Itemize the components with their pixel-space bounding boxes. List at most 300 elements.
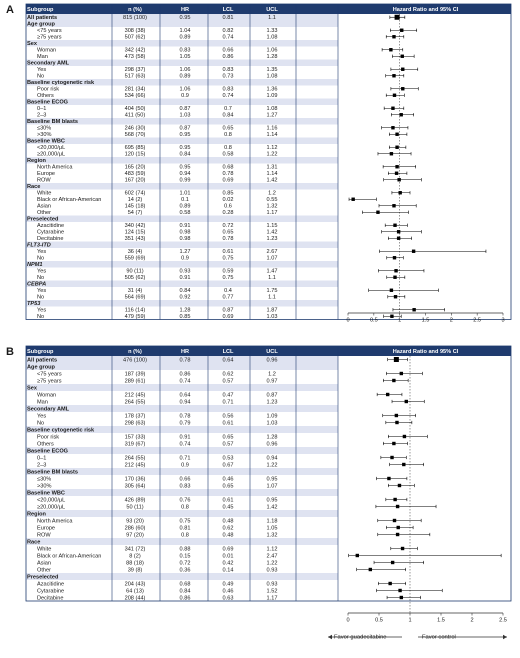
subgroup-label: Europe bbox=[37, 171, 56, 178]
ucl-value: 1.35 bbox=[266, 67, 278, 74]
hr-point bbox=[401, 68, 404, 71]
subgroup-heading: Race bbox=[27, 539, 41, 546]
table-row bbox=[26, 21, 338, 28]
n-percent-value: 264 (55) bbox=[124, 399, 146, 406]
hr-point bbox=[395, 172, 398, 175]
hr-value: 0.76 bbox=[179, 497, 191, 504]
n-percent-value: 319 (67) bbox=[124, 441, 146, 448]
table-row bbox=[26, 157, 338, 164]
subgroup-label: Man bbox=[37, 54, 48, 61]
hr-point bbox=[395, 414, 398, 417]
ucl-value: 1.33 bbox=[266, 28, 278, 35]
lcl-value: 0.65 bbox=[222, 434, 234, 441]
subgroup-label: <75 years bbox=[37, 371, 62, 378]
x-tick-label: 1.5 bbox=[437, 617, 445, 624]
subgroup-heading: Secondary AML bbox=[27, 406, 70, 413]
n-percent-value: 815 (100) bbox=[123, 15, 147, 22]
lcl-value: 0.78 bbox=[222, 236, 234, 243]
subgroup-label: No bbox=[37, 255, 45, 262]
n-percent-value: 340 (42) bbox=[124, 223, 146, 230]
subgroup-label: ROW bbox=[37, 532, 51, 539]
hr-point bbox=[401, 55, 404, 58]
hr-point bbox=[400, 29, 403, 32]
subgroup-label: All patients bbox=[27, 357, 58, 364]
subgroup-label: Yes bbox=[37, 307, 47, 314]
lcl-value: 0.56 bbox=[222, 413, 234, 420]
n-percent-value: 50 (11) bbox=[126, 504, 144, 511]
ucl-value: 0.93 bbox=[266, 567, 278, 574]
x-tick-label: 1 bbox=[398, 317, 402, 324]
subgroup-label: Cytarabine bbox=[37, 229, 65, 236]
n-percent-value: 505 (62) bbox=[124, 275, 146, 282]
subgroup-heading: Baseline ECOG bbox=[27, 99, 69, 106]
ucl-value: 0.97 bbox=[266, 378, 278, 385]
hr-point bbox=[393, 256, 396, 259]
table-row bbox=[26, 242, 338, 249]
subgroup-label: Woman bbox=[37, 392, 57, 399]
hr-point bbox=[395, 133, 398, 136]
ucl-value: 1.12 bbox=[266, 145, 278, 152]
lcl-value: 0.58 bbox=[222, 151, 234, 158]
n-percent-value: 342 (42) bbox=[124, 47, 146, 54]
hr-point bbox=[392, 442, 395, 445]
hr-point bbox=[402, 463, 405, 466]
hr-point bbox=[394, 269, 397, 272]
subgroup-label: No bbox=[37, 73, 45, 80]
subgroup-heading: Secondary AML bbox=[27, 60, 70, 67]
hr-point bbox=[392, 204, 395, 207]
x-tick-label: 3 bbox=[501, 317, 505, 324]
column-header: UCL bbox=[266, 6, 278, 13]
ucl-value: 1.09 bbox=[266, 93, 278, 100]
n-percent-value: 264 (55) bbox=[124, 455, 146, 462]
lcl-value: 0.46 bbox=[222, 476, 234, 483]
hr-value: 0.58 bbox=[179, 210, 191, 217]
n-percent-value: 93 (20) bbox=[126, 518, 144, 525]
column-header: LCL bbox=[222, 6, 234, 13]
table-row bbox=[26, 363, 338, 370]
lcl-value: 0.72 bbox=[222, 223, 234, 230]
hr-point bbox=[398, 191, 401, 194]
hr-value: 0.84 bbox=[179, 288, 191, 295]
ucl-value: 2.47 bbox=[266, 553, 278, 560]
hr-point bbox=[403, 435, 406, 438]
lcl-value: 0.75 bbox=[222, 275, 234, 282]
hr-point bbox=[393, 519, 396, 522]
n-percent-value: 351 (43) bbox=[124, 236, 146, 243]
lcl-value: 0.61 bbox=[222, 497, 234, 504]
n-percent-value: 404 (50) bbox=[124, 106, 146, 113]
ucl-value: 1.75 bbox=[266, 288, 278, 295]
subgroup-label: 0–1 bbox=[37, 106, 47, 113]
subgroup-heading: Region bbox=[27, 511, 46, 518]
ucl-value: 0.96 bbox=[266, 357, 278, 364]
ucl-value: 1.14 bbox=[266, 132, 278, 139]
ucl-value: 1.18 bbox=[266, 518, 278, 525]
lcl-value: 0.01 bbox=[222, 553, 234, 560]
panel-label: B bbox=[6, 345, 14, 358]
n-percent-value: 157 (33) bbox=[124, 434, 146, 441]
column-header: Hazard Ratio and 95% CI bbox=[392, 348, 459, 355]
hr-value: 0.15 bbox=[179, 553, 191, 560]
hr-value: 0.94 bbox=[179, 171, 191, 178]
hr-value: 0.71 bbox=[179, 455, 191, 462]
lcl-value: 0.81 bbox=[222, 15, 234, 22]
hr-point bbox=[394, 357, 399, 362]
subgroup-label: Black or African-American bbox=[37, 197, 102, 204]
x-tick-label: 0.5 bbox=[375, 617, 383, 624]
lcl-value: 0.02 bbox=[222, 197, 234, 204]
n-percent-value: 212 (45) bbox=[124, 462, 146, 469]
lcl-value: 0.66 bbox=[222, 47, 234, 54]
hr-point bbox=[393, 224, 396, 227]
hr-point bbox=[396, 505, 399, 508]
ucl-value: 1.42 bbox=[266, 229, 278, 236]
column-header: n (%) bbox=[128, 6, 142, 13]
subgroup-label: North America bbox=[37, 164, 73, 171]
lcl-value: 0.64 bbox=[222, 357, 234, 364]
ucl-value: 0.93 bbox=[266, 581, 278, 588]
n-percent-value: 305 (64) bbox=[124, 483, 146, 490]
x-tick-label: 0 bbox=[346, 317, 350, 324]
hr-value: 0.83 bbox=[179, 483, 191, 490]
lcl-value: 0.69 bbox=[222, 546, 234, 553]
subgroup-heading: FLT3-ITD bbox=[27, 242, 51, 249]
x-tick-label: 0 bbox=[346, 617, 350, 624]
n-percent-value: 289 (61) bbox=[124, 378, 146, 385]
ucl-value: 1.32 bbox=[266, 532, 278, 539]
hr-point bbox=[390, 289, 393, 292]
hr-value: 0.95 bbox=[179, 132, 191, 139]
table-row bbox=[26, 281, 338, 288]
ucl-value: 1.52 bbox=[266, 588, 278, 595]
lcl-value: 0.82 bbox=[222, 28, 234, 35]
n-percent-value: 170 (36) bbox=[124, 476, 146, 483]
table-row bbox=[26, 40, 338, 47]
n-percent-value: 90 (11) bbox=[126, 268, 144, 275]
hr-value: 0.85 bbox=[179, 314, 191, 321]
hr-value: 1.06 bbox=[179, 86, 191, 93]
lcl-value: 0.61 bbox=[222, 420, 234, 427]
subgroup-label: No bbox=[37, 294, 45, 301]
hr-point bbox=[351, 198, 354, 201]
lcl-value: 0.83 bbox=[222, 86, 234, 93]
subgroup-label: Decitabine bbox=[37, 595, 64, 602]
lcl-value: 0.47 bbox=[222, 392, 234, 399]
hr-value: 0.75 bbox=[179, 518, 191, 525]
lcl-value: 0.73 bbox=[222, 73, 234, 80]
hr-value: 1.03 bbox=[179, 112, 191, 119]
n-percent-value: 298 (37) bbox=[124, 67, 146, 74]
lcl-value: 0.69 bbox=[222, 314, 234, 321]
table-row bbox=[26, 384, 338, 391]
hr-point bbox=[393, 276, 396, 279]
table-row bbox=[26, 216, 338, 223]
lcl-value: 0.63 bbox=[222, 595, 234, 602]
ucl-value: 0.95 bbox=[266, 497, 278, 504]
subgroup-label: >30% bbox=[37, 483, 52, 490]
hr-point bbox=[386, 393, 389, 396]
subgroup-label: ≥20,000/μL bbox=[37, 504, 66, 511]
hr-point bbox=[390, 315, 393, 318]
table-row bbox=[26, 261, 338, 268]
lcl-value: 0.65 bbox=[222, 125, 234, 132]
ucl-value: 1.42 bbox=[266, 504, 278, 511]
subgroup-label: 2–3 bbox=[37, 112, 47, 119]
ucl-value: 1.03 bbox=[266, 420, 278, 427]
hr-value: 0.93 bbox=[179, 268, 191, 275]
column-header: Subgroup bbox=[27, 348, 54, 355]
column-header: LCL bbox=[222, 348, 234, 355]
hr-point bbox=[392, 379, 395, 382]
hr-point bbox=[390, 152, 393, 155]
lcl-value: 0.6 bbox=[224, 203, 232, 210]
table-row bbox=[26, 538, 338, 545]
panel-label: A bbox=[6, 3, 14, 16]
ucl-value: 2.67 bbox=[266, 249, 278, 256]
lcl-value: 0.78 bbox=[222, 171, 234, 178]
n-percent-value: 14 (2) bbox=[127, 197, 143, 204]
hr-point bbox=[398, 589, 401, 592]
hr-point bbox=[401, 547, 404, 550]
favor-right-arrowhead bbox=[503, 635, 507, 639]
hr-value: 0.91 bbox=[179, 275, 191, 282]
hr-point bbox=[389, 48, 392, 51]
hr-point bbox=[396, 533, 399, 536]
hr-point bbox=[392, 74, 395, 77]
table-row bbox=[26, 60, 338, 67]
lcl-value: 0.48 bbox=[222, 518, 234, 525]
lcl-value: 0.75 bbox=[222, 255, 234, 262]
ucl-value: 1.1 bbox=[268, 294, 276, 301]
subgroup-label: Asian bbox=[37, 560, 51, 567]
subgroup-label: Cytarabine bbox=[37, 588, 65, 595]
hr-point bbox=[392, 35, 395, 38]
subgroup-heading: Preselected bbox=[27, 574, 59, 581]
lcl-value: 0.65 bbox=[222, 483, 234, 490]
ucl-value: 1.05 bbox=[266, 525, 278, 532]
hr-value: 0.89 bbox=[179, 203, 191, 210]
hr-value: 0.95 bbox=[179, 164, 191, 171]
hr-value: 0.89 bbox=[179, 73, 191, 80]
n-percent-value: 568 (70) bbox=[124, 132, 146, 139]
ucl-value: 1.07 bbox=[266, 255, 278, 262]
lcl-value: 0.8 bbox=[224, 132, 232, 139]
lcl-value: 0.69 bbox=[222, 177, 234, 184]
subgroup-heading: Race bbox=[27, 184, 41, 191]
hr-value: 0.81 bbox=[179, 525, 191, 532]
n-percent-value: 564 (69) bbox=[124, 294, 146, 301]
hr-point bbox=[369, 568, 372, 571]
ucl-value: 1.47 bbox=[266, 268, 278, 275]
hr-point bbox=[412, 308, 415, 311]
hr-value: 0.91 bbox=[179, 434, 191, 441]
ucl-value: 1.06 bbox=[266, 47, 278, 54]
ucl-value: 1.1 bbox=[268, 275, 276, 282]
ucl-value: 0.94 bbox=[266, 455, 278, 462]
subgroup-label: 2–3 bbox=[37, 462, 47, 469]
hr-point bbox=[400, 113, 403, 116]
hr-point bbox=[391, 561, 394, 564]
hr-value: 0.83 bbox=[179, 47, 191, 54]
hr-point bbox=[356, 554, 359, 557]
ucl-value: 1.87 bbox=[266, 307, 278, 314]
hr-point bbox=[393, 94, 396, 97]
favor-left-arrowhead bbox=[328, 635, 332, 639]
ucl-value: 1.08 bbox=[266, 34, 278, 41]
subgroup-label: Poor risk bbox=[37, 86, 60, 93]
hr-value: 0.68 bbox=[179, 581, 191, 588]
n-percent-value: 31 (4) bbox=[127, 288, 143, 295]
x-tick-label: 1 bbox=[408, 617, 412, 624]
hr-point bbox=[387, 477, 390, 480]
x-tick-label: 2.5 bbox=[473, 317, 482, 324]
n-percent-value: 476 (100) bbox=[123, 357, 147, 364]
column-header: Subgroup bbox=[27, 6, 54, 13]
subgroup-heading: Region bbox=[27, 158, 46, 165]
subgroup-heading: Age group bbox=[27, 21, 55, 28]
column-header: HR bbox=[180, 348, 190, 355]
lcl-value: 0.48 bbox=[222, 532, 234, 539]
n-percent-value: 246 (30) bbox=[124, 125, 146, 132]
hr-point bbox=[397, 230, 400, 233]
ucl-value: 0.95 bbox=[266, 476, 278, 483]
subgroup-heading: Baseline WBC bbox=[27, 490, 65, 497]
n-percent-value: 281 (34) bbox=[124, 86, 146, 93]
subgroup-label: Other bbox=[37, 210, 51, 217]
subgroup-label: 0–1 bbox=[37, 455, 47, 462]
hr-value: 0.9 bbox=[181, 462, 189, 469]
subgroup-label: ≤30% bbox=[37, 476, 52, 483]
hr-value: 0.64 bbox=[179, 392, 191, 399]
hr-value: 1.05 bbox=[179, 54, 191, 61]
lcl-value: 0.71 bbox=[222, 399, 234, 406]
lcl-value: 0.86 bbox=[222, 54, 234, 61]
lcl-value: 0.4 bbox=[224, 288, 232, 295]
lcl-value: 0.57 bbox=[222, 378, 234, 385]
n-percent-value: 178 (37) bbox=[124, 413, 146, 420]
hr-value: 0.66 bbox=[179, 476, 191, 483]
lcl-value: 0.45 bbox=[222, 504, 234, 511]
hr-value: 1.06 bbox=[179, 67, 191, 74]
subgroup-label: Asian bbox=[37, 203, 51, 210]
subgroup-heading: NPM1 bbox=[27, 262, 43, 269]
hr-point bbox=[390, 456, 393, 459]
subgroup-label: Azacitidine bbox=[37, 223, 65, 230]
n-percent-value: 187 (39) bbox=[124, 371, 146, 378]
hr-point bbox=[391, 107, 394, 110]
hr-value: 0.91 bbox=[179, 223, 191, 230]
hr-point bbox=[397, 237, 400, 240]
lcl-value: 0.84 bbox=[222, 112, 234, 119]
subgroup-label: Decitabine bbox=[37, 236, 64, 243]
n-percent-value: 208 (44) bbox=[124, 595, 146, 602]
hr-point bbox=[397, 178, 400, 181]
ucl-value: 1.22 bbox=[266, 560, 278, 567]
lcl-value: 0.62 bbox=[222, 371, 234, 378]
hr-value: 0.86 bbox=[179, 595, 191, 602]
ucl-value: 1.08 bbox=[266, 106, 278, 113]
n-percent-value: 39 (8) bbox=[127, 567, 143, 574]
lcl-value: 0.28 bbox=[222, 210, 234, 217]
hr-point bbox=[395, 165, 398, 168]
hr-value: 0.1 bbox=[181, 197, 189, 204]
n-percent-value: 120 (15) bbox=[124, 151, 146, 158]
lcl-value: 0.85 bbox=[222, 190, 234, 197]
hr-value: 0.95 bbox=[179, 15, 191, 22]
hr-point bbox=[400, 372, 403, 375]
subgroup-label: Black or African-American bbox=[37, 553, 102, 560]
ucl-value: 1.03 bbox=[266, 314, 278, 321]
x-tick-label: 0.5 bbox=[369, 317, 378, 324]
lcl-value: 0.42 bbox=[222, 560, 234, 567]
table-row bbox=[26, 510, 338, 517]
ucl-value: 1.2 bbox=[268, 371, 276, 378]
hr-value: 0.9 bbox=[181, 93, 189, 100]
lcl-value: 0.7 bbox=[224, 106, 232, 113]
subgroup-label: Others bbox=[37, 441, 54, 448]
hr-value: 0.8 bbox=[181, 504, 189, 511]
subgroup-label: Woman bbox=[37, 47, 57, 54]
hr-value: 0.79 bbox=[179, 420, 191, 427]
ucl-value: 1.28 bbox=[266, 434, 278, 441]
column-header: Hazard Ratio and 95% CI bbox=[392, 6, 459, 13]
hr-value: 1.27 bbox=[179, 249, 191, 256]
hr-point bbox=[393, 498, 396, 501]
n-percent-value: 124 (15) bbox=[124, 229, 146, 236]
lcl-value: 0.74 bbox=[222, 93, 234, 100]
hr-value: 0.78 bbox=[179, 413, 191, 420]
ucl-value: 1.12 bbox=[266, 546, 278, 553]
hr-point bbox=[401, 87, 404, 90]
subgroup-label: Yes bbox=[37, 413, 47, 420]
hr-value: 1.01 bbox=[179, 190, 191, 197]
hr-value: 1.28 bbox=[179, 307, 191, 314]
x-tick-label: 2 bbox=[470, 617, 474, 624]
hr-point bbox=[412, 250, 415, 253]
n-percent-value: 212 (45) bbox=[124, 392, 146, 399]
n-percent-value: 286 (60) bbox=[124, 525, 146, 532]
n-percent-value: 411 (50) bbox=[124, 112, 146, 119]
ucl-value: 0.87 bbox=[266, 392, 278, 399]
lcl-value: 0.49 bbox=[222, 581, 234, 588]
n-percent-value: 602 (74) bbox=[124, 190, 146, 197]
lcl-value: 0.87 bbox=[222, 307, 234, 314]
lcl-value: 0.74 bbox=[222, 34, 234, 41]
subgroup-label: North America bbox=[37, 518, 73, 525]
table-row bbox=[26, 573, 338, 580]
hr-point bbox=[376, 211, 379, 214]
hr-value: 0.8 bbox=[181, 532, 189, 539]
ucl-value: 1.17 bbox=[266, 595, 278, 602]
subgroup-heading: Baseline BM blasts bbox=[27, 469, 78, 476]
hr-value: 0.84 bbox=[179, 588, 191, 595]
hr-value: 0.78 bbox=[179, 357, 191, 364]
lcl-value: 0.46 bbox=[222, 588, 234, 595]
n-percent-value: 479 (59) bbox=[124, 314, 146, 321]
subgroup-label: No bbox=[37, 420, 45, 427]
hr-point bbox=[397, 526, 400, 529]
lcl-value: 0.61 bbox=[222, 249, 234, 256]
hr-value: 0.36 bbox=[179, 567, 191, 574]
hr-point bbox=[405, 400, 408, 403]
subgroup-heading: Preselected bbox=[27, 216, 59, 223]
subgroup-label: Europe bbox=[37, 525, 56, 532]
table-row bbox=[26, 99, 338, 106]
favor-left-label: Favor guadecitabine bbox=[334, 634, 387, 641]
column-header: UCL bbox=[266, 348, 278, 355]
lcl-value: 0.77 bbox=[222, 294, 234, 301]
